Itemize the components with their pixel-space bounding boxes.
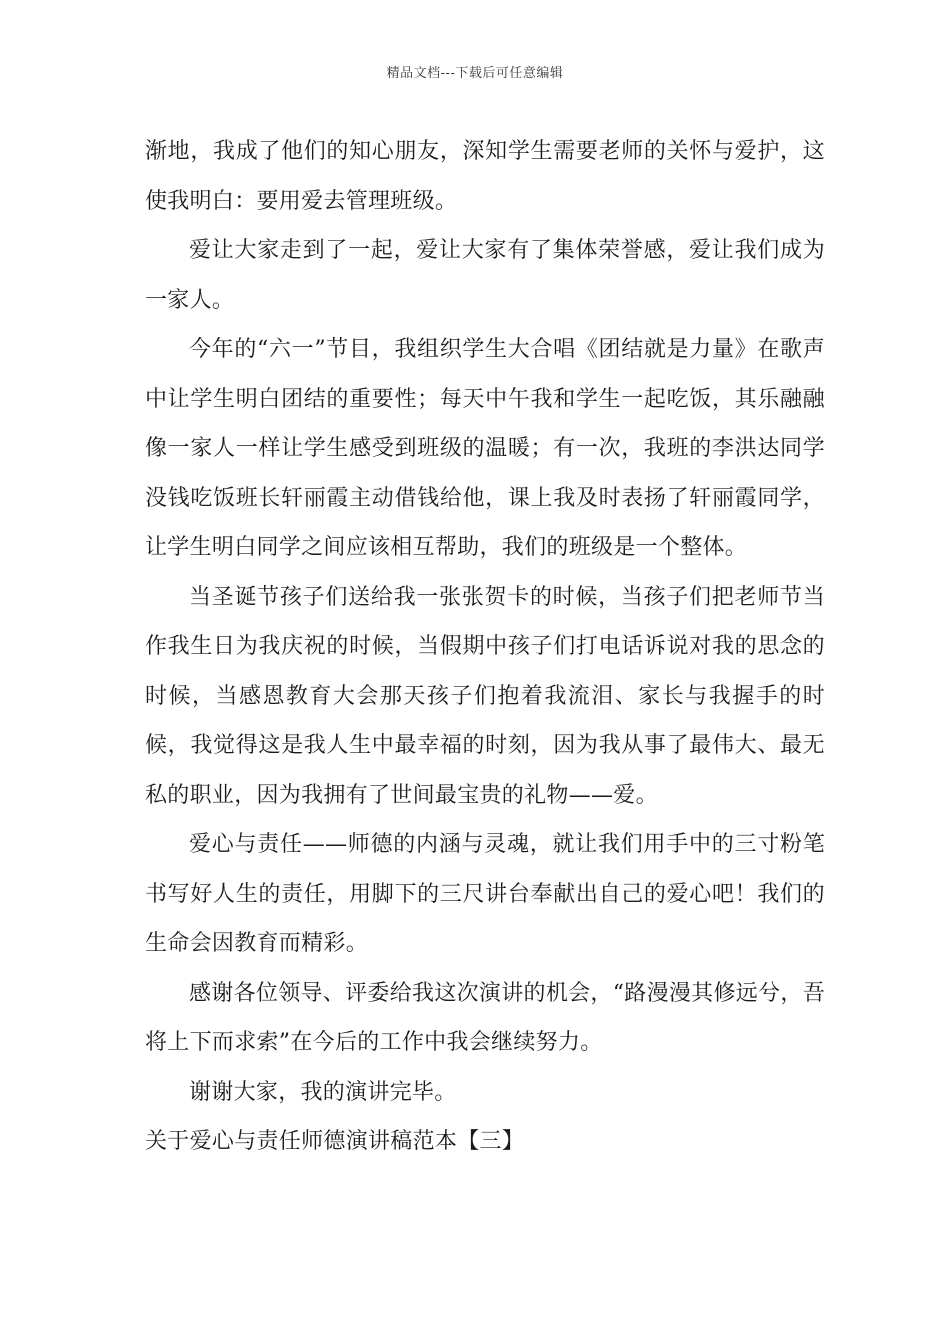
paragraph: 今年的“六一”节目，我组织学生大合唱《团结就是力量》在歌声中让学生明白团结的重要性；每天中午我和学生一起吃饭，其乐融融像一家人一样让学生感受到班级的温暖；有一次，我班的李洪达同学没钱吃饭班长轩丽霞主动借钱给他，课上我及时表扬了轩丽霞同学，让学生明白同学之间应该相互帮助，我们的班级是一个整体。 [145, 337, 825, 560]
document-body [145, 127, 825, 1167]
paragraph: 当圣诞节孩子们送给我一张张贺卡的时候，当孩子们把老师节当作我生日为我庆祝的时候，当假期中孩子们打电话诉说对我的思念的时候，当感恩教育大会那天孩子们抱着我流泪、家长与我握手的时候，我觉得这是我人生中最幸福的时刻，因为我从事了最伟大、最无私的职业，因为我拥有了世间最宝贵的礼物——爱。 [145, 584, 825, 808]
section-title: 关于爱心与责任师德演讲稿范本【三】 [145, 1129, 525, 1154]
paragraph-continued: 渐地，我成了他们的知心朋友，深知学生需要老师的关怀与爱护，这使我明白：要用爱去管理班级。 [145, 139, 825, 214]
paragraph: 谢谢大家，我的演讲完毕。 [189, 1079, 457, 1105]
paragraph: 爱心与责任——师德的内涵与灵魂，就让我们用手中的三寸粉笔书写好人生的责任，用脚下的三尺讲台奉献出自己的爱心吧！我们的生命会因教育而精彩。 [145, 832, 825, 956]
page-header: 精品文档---下载后可任意编辑 [386, 66, 564, 81]
paragraph: 感谢各位领导、评委给我这次演讲的机会，“路漫漫其修远兮，吾将上下而求索”在今后的工作中我会继续努力。 [145, 980, 825, 1055]
paragraph: 爱让大家走到了一起，爱让大家有了集体荣誉感，爱让我们成为一家人。 [145, 238, 825, 313]
